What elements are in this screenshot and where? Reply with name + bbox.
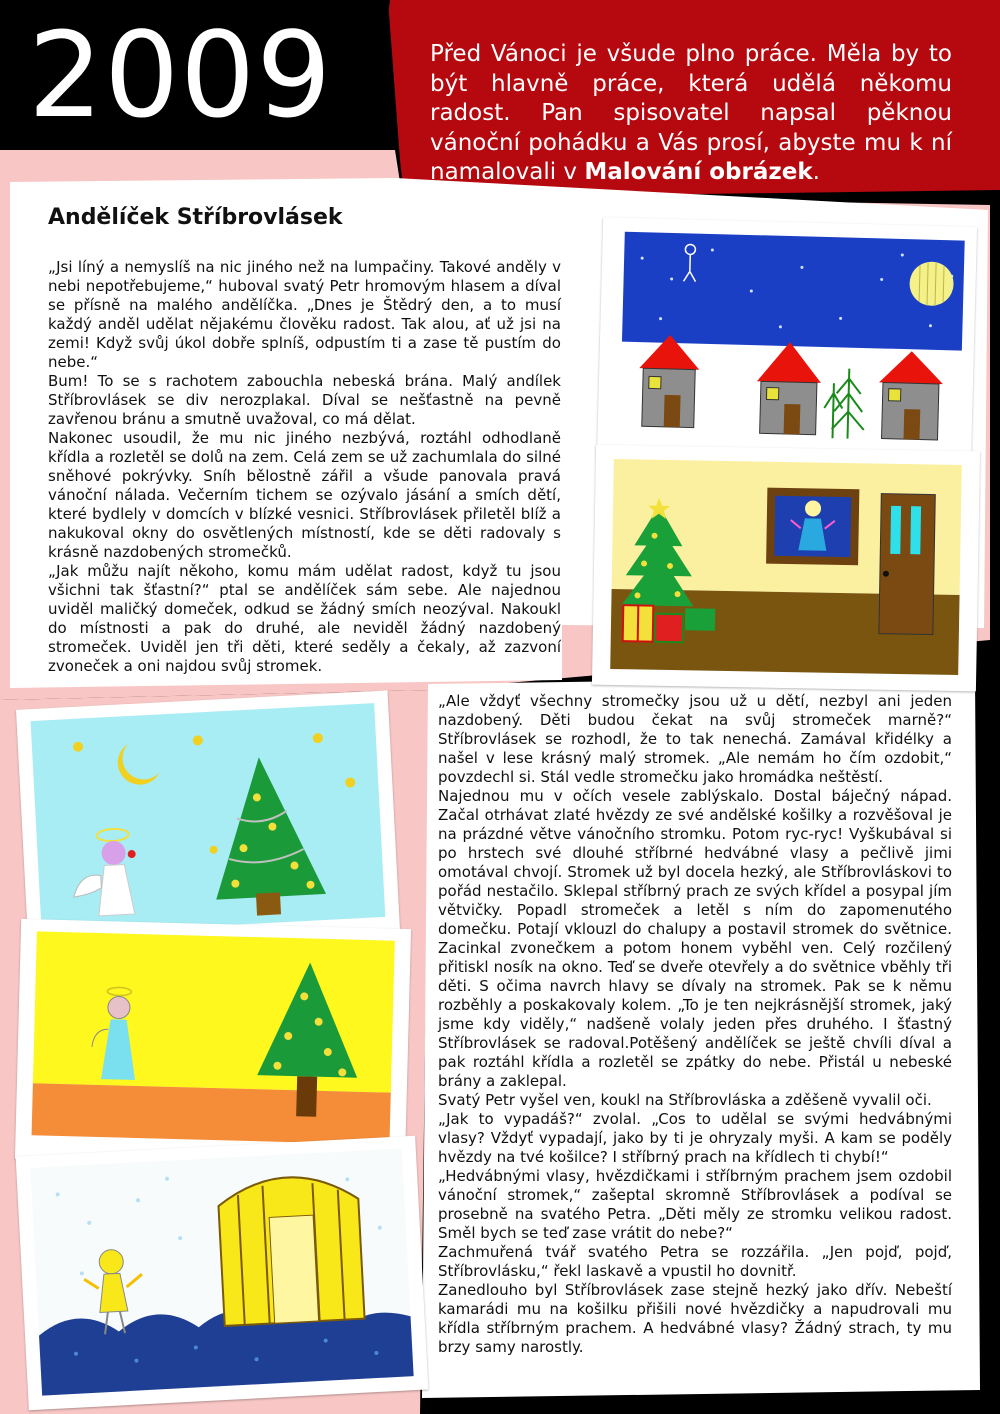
drawing-angel-decorating-tree — [16, 690, 400, 949]
paragraph: Bum! To se s rachotem zabouchla nebeská brána. Malý andílek Stříbrovlásek se div nerozplakal. Díval se nešťastně na pevně zavřenou bránu a smutně uvažoval, co má dělat. — [48, 372, 561, 428]
intro-bold-link: Malování obrázek — [584, 159, 813, 185]
paragraph: „Hedvábnými vlasy, hvězdičkami i stříbrným prachem jsem ozdobil vánoční stromek,“ zašeptal skromně Stříbrovlásek a podíval se prosebně na svatého Petra. „Děti měly ze stromku velikou radost. Směl bych se teď zase vrátit do nebe?“ — [438, 1167, 952, 1242]
story-title: Andělíček Stříbrovlásek — [48, 205, 343, 230]
year-heading: 2009 — [28, 6, 333, 144]
intro-text — [430, 40, 952, 188]
drawing-room-with-tree — [592, 445, 980, 692]
intro-main: Před Vánoci je všude plno práce. Měla by to být hlavně práce, která udělá někomu radost. Pan spisovatel napsal pěknou vánoční pohádku a Vás prosí, abyste mu k ní namalovali v — [430, 41, 952, 185]
paragraph: Nakonec usoudil, že mu nic jiného nezbývá, roztáhl odhodlaně křídla a rozletěl se dolů na zem. Celá zem se už zachumlala do silné sněhové pokrývky. Sníh bělostně zářil a všude panovala pravá vánoční nálada. Večerním tichem se ozývalo jásání a smích dětí, které bydlely v domcích v blízké vesnici. Stříbrovlásek přiletěl blíž a nakukoval okny do osvětlených místností, kde se děti radovaly s krásně nazdobených stromečků. — [48, 429, 561, 561]
paragraph: „Jsi líný a nemyslíš na nic jiného než na lumpačiny. Takové anděly v nebi nepotřebujeme,“ huboval svatý Petr hromovým hlasem a díval se přísně na malého andělíčka. „Dnes je Štědrý den, a to musí každý anděl udělat nějakému člověku radost. Tak alou, ať už jsi na zemi! Když svůj úkol dobře splníš, odpustím ti a zase tě pustím do nebe.“ — [48, 258, 561, 371]
story-part-1 — [48, 258, 561, 676]
drawing-night-village — [597, 217, 977, 467]
paragraph: Zachmuřená tvář svatého Petra se rozzářila. „Jen pojď, pojď, Stříbrovlásku,“ řekl laskavě a vpustil ho dovnitř. — [438, 1243, 952, 1280]
paragraph: „Jak to vypadáš?“ zvolal. „Cos to udělal se svými hedvábnými vlasy? Vždyť vypadají, jako by ti je ohryzaly myši. A kam se poděly hvězdy na tvé košilce? I stříbrný prach na křídlech ti chybí!“ — [438, 1110, 952, 1166]
drawing-angel-and-tree — [15, 919, 411, 1169]
paragraph: Zanedlouho byl Stříbrovlásek zase stejně hezký jako dřív. Nebeští kamarádi mu na košilku přišili nové hvězdičky a napudrovali mu křídla stříbrným prachem. A hedvábné vlasy? Žádný strach, ty mu brzy samy narostly. — [438, 1281, 952, 1356]
paragraph: „Jak můžu najít někoho, komu mám udělat radost, když tu jsou všichni tak šťastní?“ ptal se andělíček sám sebe. Ale najednou uviděl maličký domeček, odkud se žádný smích neozýval. Nakoukl do místnosti a pak do druhé, ale neviděl žádný nazdobený stromeček. Uviděl jen tři děti, které seděly a čekaly, až zazvoní zvoneček a oni najdou svůj stromek. — [48, 562, 561, 675]
paragraph: „Ale vždyť všechny stromečky jsou už u dětí, nezbyl ani jeden nazdobený. Děti budou čekat na svůj stromeček marně?“ Stříbrovlásek se rozhodl, že to tak nenechá. Zamával křidélky a našel v lese krásný malý stromek. „Ale nemám ho čím ozdobit,“ povzdechl si. Stál vedle stromečku jako hromádka neštěstí. — [438, 692, 952, 786]
intro-end: . — [812, 159, 820, 185]
paragraph: Svatý Petr vyšel ven, koukl na Stříbrovláska a zděšeně vyvalil oči. — [438, 1091, 932, 1109]
drawing-angel-at-heaven-gate — [16, 1136, 429, 1411]
paragraph: Najednou mu v očích vesele zablýskalo. Dostal báječný nápad. Začal otrhávat zlaté hvězdy ze své andělské košilky a rozvěšoval je na prázdné větve vánočního stromku. Potom ryc-ryc! Vyškubával si po hrstech své dlouhé stříbrné hedvábné vlasy a pečlivě jimi omotával chvojí. Stromek už byl docela hezký, ale Stříbrovláskovi to pořád nestačilo. Sklepal stříbrný prach ze svých křídel a posypal jím větvičky. Popadl stromeček a letěl s ním do zapomenutého domečku. Potají vklouzl do chalupy a postavil stromek do světnice. Zacinkal zvonečkem a potom honem vyběhl ven. Celý rozčilený přitiskl nosík na okno. Teď se dveře otevřely a do světnice vběhly tři děti. S očima navrch hlavy se dívaly na stromek. Pak se k němu rozběhly a poskakovaly kolem. „To je ten nejkrásnější stromek, jaký jsme kdy viděly,“ nadšeně volaly jeden přes druhého. I šťastný Stříbrovlásek se radoval.Potěšený andělíček se ještě chvíli díval a pak roztáhl křídla a rozletěl se zpátky do nebe. Přistál u nebeské brány a zaklepal. — [438, 787, 952, 1090]
story-part-2 — [438, 692, 952, 1357]
